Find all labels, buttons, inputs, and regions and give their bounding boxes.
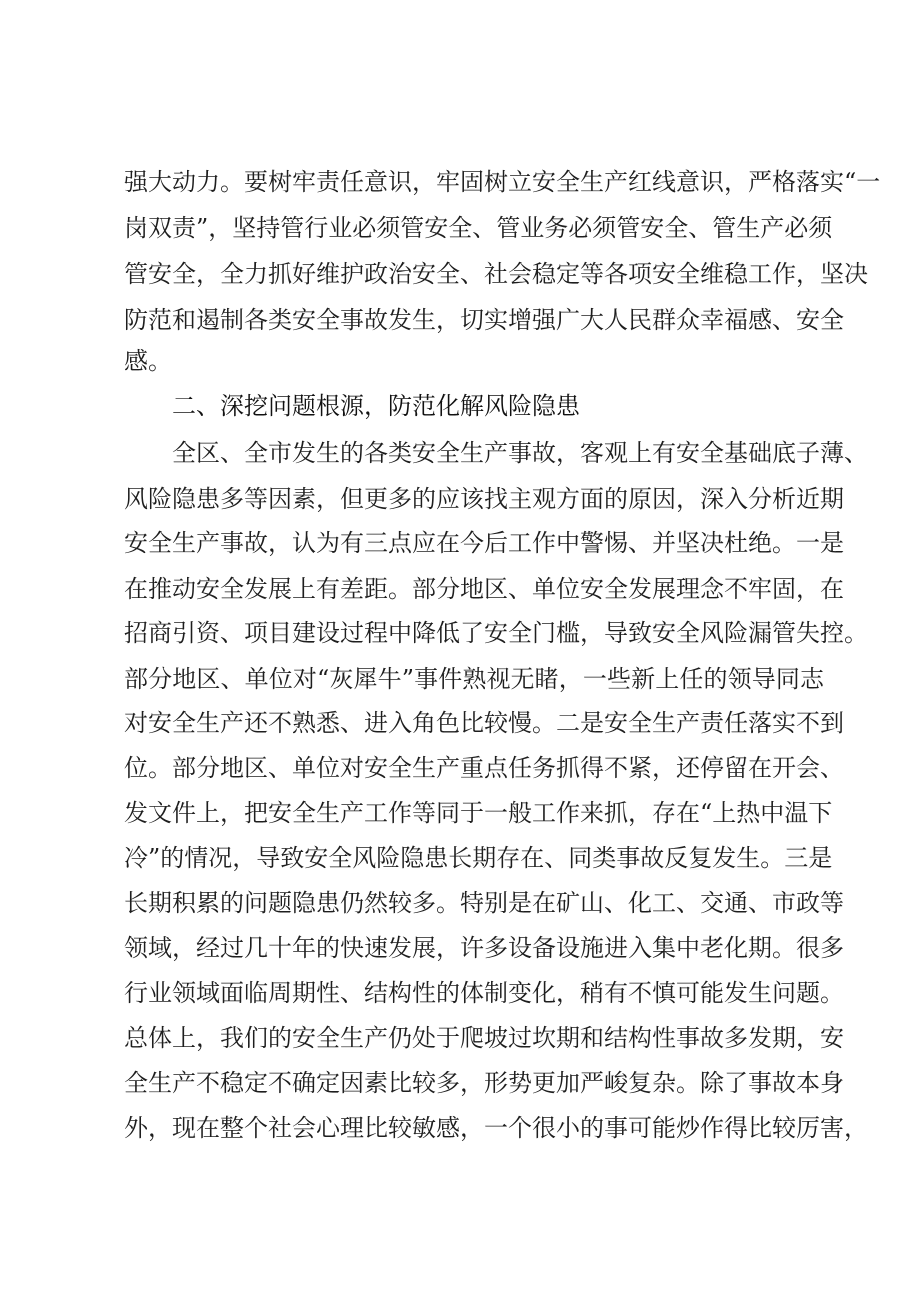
paragraph-1-line-1: 强大动力。要树牢责任意识，牢固树立安全生产红线意识，严格落实“一 — [124, 168, 881, 196]
paragraph-2-line-4: 在推动安全发展上有差距。部分地区、单位安全发展理念不牢固，在 — [124, 575, 844, 603]
paragraph-2-line-5: 招商引资、项目建设过程中降低了安全门槛，导致安全风险漏管失控。 — [124, 619, 868, 647]
paragraph-2-line-14: 总体上，我们的安全生产仍处于爬坡过坎期和结构性事故多发期，安 — [124, 1024, 844, 1052]
paragraph-1-line-3: 管安全，全力抓好维护政治安全、社会稳定等各项安全维稳工作，坚决 — [124, 260, 868, 288]
paragraph-2-line-7: 对安全生产还不熟悉、进入角色比较慢。二是安全生产责任落实不到 — [124, 709, 844, 737]
paragraph-2-line-15: 全生产不稳定不确定因素比较多，形势更加严峻复杂。除了事故本身 — [124, 1069, 844, 1097]
paragraph-1-line-4: 防范和遏制各类安全事故发生，切实增强广大人民群众幸福感、安全 — [124, 306, 844, 334]
paragraph-2-line-12: 领域，经过几十年的快速发展，许多设备设施进入集中老化期。很多 — [124, 934, 844, 962]
paragraph-2-line-2: 风险隐患多等因素，但更多的应该找主观方面的原因，深入分析近期 — [124, 485, 844, 513]
paragraph-2-line-10: 冷”的情况，导致安全风险隐患长期存在、同类事故反复发生。三是 — [124, 844, 833, 872]
paragraph-1-line-2: 岗双责”，坚持管行业必须管安全、管业务必须管安全、管生产必须 — [124, 214, 833, 242]
paragraph-2-line-16: 外，现在整个社会心理比较敏感，一个很小的事可能炒作得比较厉害， — [124, 1114, 868, 1142]
paragraph-2-line-1: 全区、全市发生的各类安全生产事故，客观上有安全基础底子薄、 — [172, 439, 868, 467]
paragraph-2-line-9: 发文件上，把安全生产工作等同于一般工作来抓，存在“上热中温下 — [124, 799, 833, 827]
paragraph-1-line-5: 感。 — [124, 347, 172, 375]
paragraph-2-line-13: 行业领域面临周期性、结构性的体制变化，稍有不慎可能发生问题。 — [124, 979, 844, 1007]
paragraph-2-line-8: 位。部分地区、单位对安全生产重点任务抓得不紧，还停留在开会、 — [124, 754, 844, 782]
paragraph-2-line-6: 部分地区、单位对“灰犀牛”事件熟视无睹，一些新上任的领导同志 — [124, 665, 824, 693]
section-heading: 二、深挖问题根源，防范化解风险隐患 — [172, 392, 580, 420]
paragraph-2-line-11: 长期积累的问题隐患仍然较多。特别是在矿山、化工、交通、市政等 — [124, 889, 844, 917]
paragraph-2-line-3: 安全生产事故，认为有三点应在今后工作中警惕、并坚决杜绝。一是 — [124, 529, 844, 557]
